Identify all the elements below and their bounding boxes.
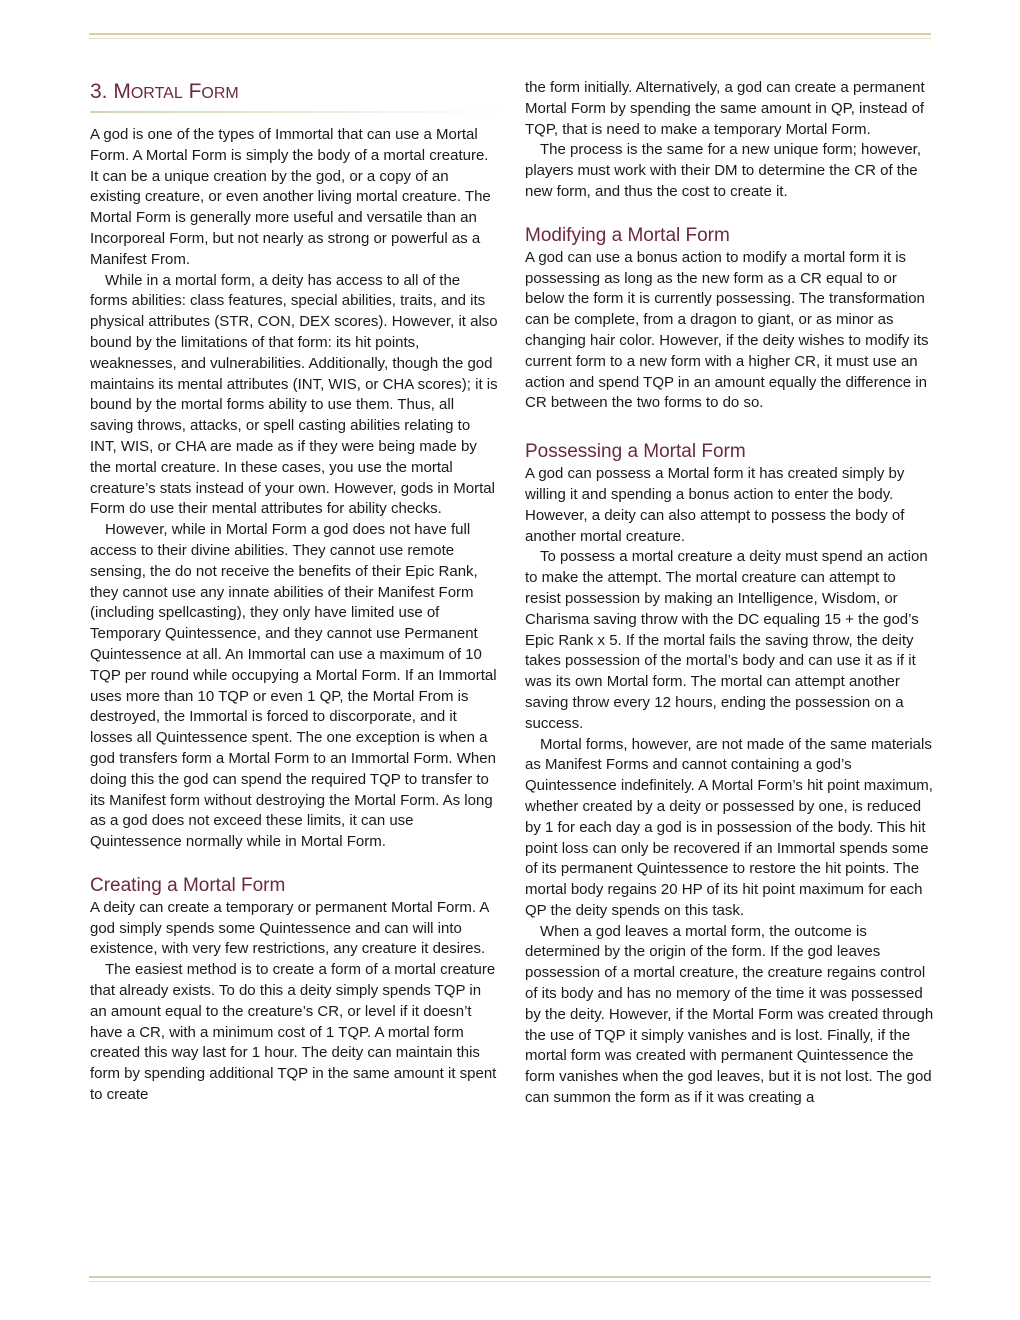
paragraph-intro: A god is one of the types of Immortal that can use a Mortal Form. A Mortal Form is simply the body of a mortal creature. It can be a unique creation by the god, or a copy of an existing creature, or even another living mortal creature. The Mortal Form is generally more useful and versatile than an Incorporeal Form, but not nearly as strong or powerful as a Manifest From. bbox=[90, 126, 491, 268]
paragraph-abilities: While in a mortal form, a deity has access to all of the forms abilities: class features, special abilities, traits, and its physical attributes (STR, CON, DEX scores). However, it also bound by the limitations of that form: its hit points, weaknesses, and vulnerabilities. Additionally, though the god maintains its mental attributes (INT, WIS, or CHA scores); it is bound by the mortal forms ability to use them. Thus, all saving throws, attacks, or spell casting abilities relating to INT, WIS, or CHA are made as if they were being made by the mortal creature. In these cases, you use the mortal creature’s stats instead of your own. However, gods in Mortal Form do use their mental attributes for ability checks. bbox=[90, 271, 498, 518]
paragraph-modifying: A god can use a bonus action to modify a mortal form it is possessing as long as the new form as a CR equal to or below the form it is currently possessing. The transformation can be complete, from a dragon to giant, or as minor as changing hair color. However, if the deity wishes to modify its current form to a new form with a higher CR, it must use an action and spend TQP in an amount equally the difference in CR between the two forms to do so. bbox=[525, 248, 929, 412]
top-rule bbox=[89, 33, 931, 39]
paragraph-creating-2: The easiest method is to create a form of a mortal creature that already exists. To do this a deity simply spends TQP in an amount equal to the creature’s CR, or level if it doesn’t have a CR, with a minimum cost of 1 TQP. A mortal form created this way last for 1 hour. The deity can maintain this form by spending additional TQP in the same amount it spent to create bbox=[90, 961, 497, 1104]
section-title: 3. MORTAL FORM bbox=[90, 78, 500, 113]
paragraph-limits: However, while in Mortal Form a god does not have full access to their divine abilities. They cannot use remote sensing, the do not receive the benefits of their Epic Rank, they cannot use any innate abilities of their Manifest Form (including spellcasting), they only have limited use of Temporary Quintessence, and they cannot use Permanent Quintessence at all. An Immortal can use a maximum of 10 TQP per round while occupying a Mortal Form. If an Immortal uses more than 10 TQP or even 1 QP, the Mortal From is destroyed, the Immortal is forced to discorporate, and it losses all Quintessence spent. The one exception is when a god transfers form a Mortal Form to an Immortal Form. When doing this the god can spend the required TQP to transfer to its Manifest form without destroying the Mortal Form. As long as a god does not exceed these limits, it can use Quintessence normally while in Mortal Form. bbox=[90, 521, 497, 851]
paragraph-creating-4: The process is the same for a new unique form; however, players must work with their DM to determine the CR of the new form, and thus the cost to create it. bbox=[525, 141, 922, 200]
paragraph-possessing-3: Mortal forms, however, are not made of the same materials as Manifest Forms and cannot containing a god’s Quintessence indefinitely. A Mortal Form’s hit point maximum, whether created by a deity or possessed by one, is reduced by 1 for each day a god is in possession of the body. This hit point loss can only be recovered if an Immortal spends some of its permanent Quintessence to restore the hit points. The mortal body regains 20 HP of its hit point maximum for each QP the deity spends on this task. bbox=[525, 735, 933, 919]
paragraph-possessing-1: A god can possess a Mortal form it has created simply by willing it and spending a bonus action to enter the body. However, a deity can also attempt to possess the body of another mortal creature. bbox=[525, 465, 905, 545]
heading-creating: Creating a Mortal Form bbox=[90, 874, 286, 896]
bottom-rule bbox=[89, 1276, 931, 1282]
left-column bbox=[90, 78, 500, 1106]
heading-modifying: Modifying a Mortal Form bbox=[525, 224, 730, 246]
right-column bbox=[525, 78, 935, 1109]
paragraph-creating-1: A deity can create a temporary or permanent Mortal Form. A god simply spends some Quintessence and can will into existence, with very few restrictions, any creature it desires. bbox=[90, 898, 489, 958]
paragraph-creating-3: the form initially. Alternatively, a god can create a permanent Mortal Form by spending the same amount in QP, instead of TQP, that is need to make a temporary Mortal Form. bbox=[525, 79, 925, 138]
paragraph-possessing-4: When a god leaves a mortal form, the outcome is determined by the origin of the form. If the god leaves possession of a mortal creature, the creature regains control of its body and has no memory of the time it was possessed by the deity. However, if the Mortal Form was created through the use of TQP it simply vanishes and is lost. Finally, if the mortal form was created with permanent Quintessence the form vanishes when the god leaves, but it is not lost. The god can summon the form as if it was creating a bbox=[525, 922, 934, 1107]
paragraph-possessing-2: To possess a mortal creature a deity must spend an action to make the attempt. The mortal creature can attempt to resist possession by making an Intelligence, Wisdom, or Charisma saving throw with the DC equaling 15 + the god’s Epic Rank x 5. If the mortal fails the saving throw, the deity takes possession of the mortal’s body and can use it as if it was its own Mortal form. The mortal can attempt another saving throw every 12 hours, ending the possession on a success. bbox=[525, 548, 928, 732]
heading-possessing: Possessing a Mortal Form bbox=[525, 441, 746, 463]
